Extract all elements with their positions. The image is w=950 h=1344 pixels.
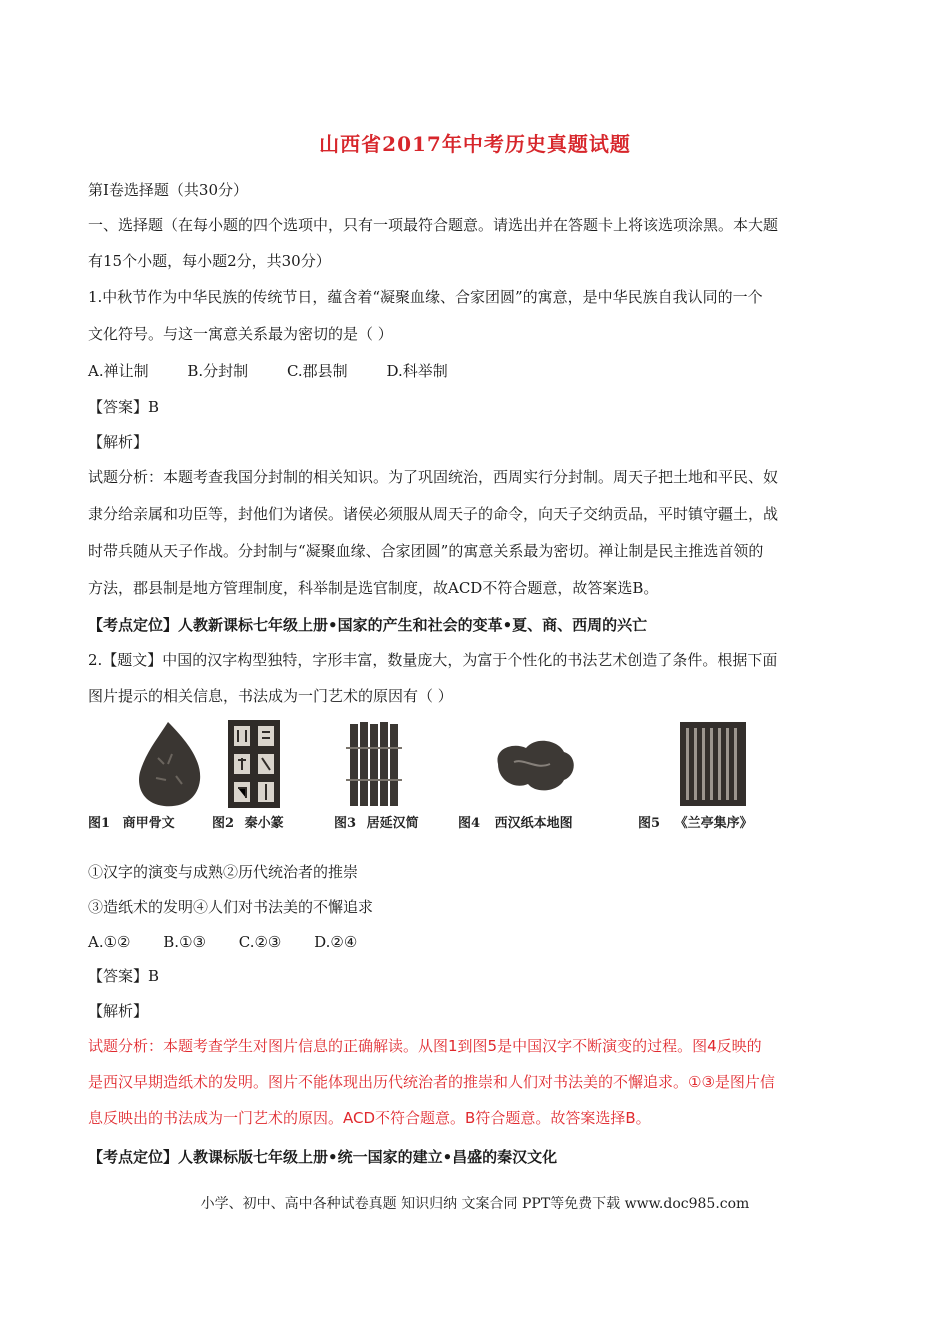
q2-option-d: D.②④: [314, 933, 358, 951]
q1-option-a: A.禅让制: [88, 362, 149, 380]
figure-caption-4: 图4 西汉纸本地图: [458, 816, 573, 831]
q1-kaodian: 【考点定位】人教新课标七年级上册•国家的产生和社会的变革•夏、商、西周的兴亡: [88, 616, 648, 634]
q1-analysis-line-2: 隶分给亲属和功臣等，封他们为诸侯。诸侯必须服从周天子的命令，向天子交纳贡品，平时镇守疆土，战: [88, 505, 779, 523]
q2-choice-line-2: ③造纸术的发明④人们对书法美的不懈追求: [88, 898, 374, 916]
q2-option-c: C.②③: [238, 933, 282, 951]
figure-caption-2: 图2 秦小篆: [212, 816, 284, 831]
q2-kaodian: 【考点定位】人教课标版七年级上册•统一国家的建立•昌盛的秦汉文化: [88, 1148, 558, 1166]
figure-caption-3: 图3 居延汉简: [334, 816, 419, 831]
q2-analysis-line-1: 试题分析：本题考查学生对图片信息的正确解读。从图1到图5是中国汉字不断演变的过程。图4反映的: [88, 1037, 762, 1055]
q2-stem-line-2: 图片提示的相关信息，书法成为一门艺术的原因有（ ）: [88, 687, 453, 705]
q2-choice-line-1: ①汉字的演变与成熟②历代统治者的推崇: [88, 863, 359, 881]
figure-caption-1: 图1 商甲骨文: [88, 816, 175, 831]
section-heading: 第I卷选择题（共30分）: [88, 181, 249, 199]
q2-analysis-line-3: 息反映出的书法成为一门艺术的原因。ACD不符合题意。B符合题意。故答案选择B。: [88, 1109, 651, 1127]
oracle-bone-image: [128, 718, 208, 810]
q2-analysis-line-2: 是西汉早期造纸术的发明。图片不能体现出历代统治者的推崇和人们对书法美的不懈追求。①③是图片信: [88, 1073, 775, 1091]
q2-option-b: B.①③: [163, 933, 206, 951]
q1-option-c: C.郡县制: [286, 362, 348, 380]
q1-options: [88, 361, 868, 381]
q1-option-d: D.科举制: [386, 362, 448, 380]
q2-options: [88, 932, 868, 952]
q2-option-a: A.①②: [88, 933, 131, 951]
paper-map-image: [484, 718, 584, 810]
q1-analysis-line-1: 试题分析：本题考查我国分封制的相关知识。为了巩固统治，西周实行分封制。周天子把土地和平民、奴: [88, 468, 779, 486]
q1-answer: 【答案】B: [88, 398, 160, 416]
instructions-line-1: 一、选择题（在每小题的四个选项中，只有一项最符合题意。请选出并在答题卡上将该选项涂黑。本大题: [88, 216, 779, 234]
q1-analysis-label: 【解析】: [88, 433, 149, 451]
q2-stem-line-1: 2.【题文】中国的汉字构型独特，字形丰富，数量庞大，为富于个性化的书法艺术创造了条件。根据下面: [88, 651, 778, 669]
q1-stem-line-2: 文化符号。与这一寓意关系最为密切的是（ ）: [88, 325, 393, 343]
q1-option-b: B.分封制: [187, 362, 249, 380]
page-title: 山西省2017年中考历史真题试题: [319, 132, 631, 156]
seal-script-image: [226, 718, 282, 810]
instructions-line-2: 有15个小题，每小题2分，共30分）: [88, 252, 331, 270]
figure-strip: [88, 718, 778, 830]
q1-analysis-line-3: 时带兵随从天子作战。分封制与“凝聚血缘、合家团圆”的寓意关系最为密切。禅让制是民主推选首领的: [88, 542, 764, 560]
q2-answer: 【答案】B: [88, 967, 160, 985]
figure-caption-5: 图5 《兰亭集序》: [638, 816, 753, 831]
q1-stem-line-1: 1.中秋节作为中华民族的传统节日，蕴含着“凝聚血缘、合家团圆”的寓意，是中华民族自我认同的一个: [88, 288, 763, 306]
q2-analysis-label: 【解析】: [88, 1002, 149, 1020]
q1-analysis-line-4: 方法，郡县制是地方管理制度，科举制是选官制度，故ACD不符合题意，故答案选B。: [88, 579, 659, 597]
bamboo-slips-image: [344, 718, 404, 810]
lanting-xu-image: [678, 718, 748, 810]
page-footer: 小学、初中、高中各种试卷真题 知识归纳 文案合同 PPT等免费下载 www.doc985.com: [200, 1196, 750, 1212]
